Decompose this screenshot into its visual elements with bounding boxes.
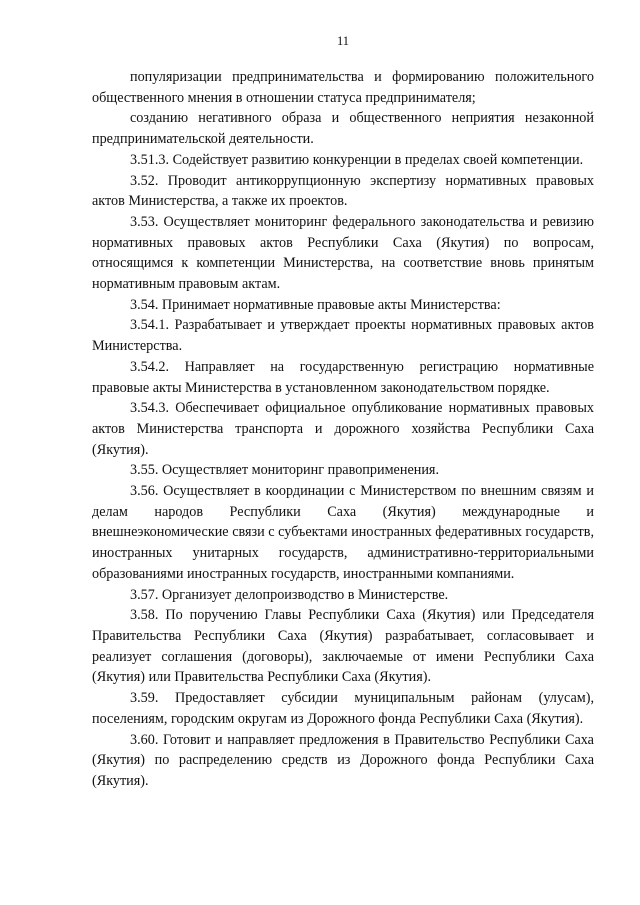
paragraph-3-54-2: 3.54.2. Направляет на государственную регистрацию нормативные правовые акты Министерства в установленном законодательством порядке.: [92, 358, 594, 396]
paragraph-3-58: 3.58. По поручению Главы Республики Саха (Якутия) или Председателя Правительства Республики Саха (Якутия) разрабатывает, согласовывает и реализует соглашения (договоры), заключаемые от имени Республики Саха (Якутия) или Правительства Республики Саха (Якутия).: [92, 607, 594, 686]
page-number: 11: [336, 34, 350, 48]
paragraph-3-54: 3.54. Принимает нормативные правовые акты Министерства:: [130, 296, 501, 313]
paragraph-3-57: 3.57. Организует делопроизводство в Министерстве.: [130, 586, 449, 603]
paragraph-3-51-3: 3.51.3. Содействует развитию конкуренции в пределах своей компетенции.: [130, 151, 584, 168]
paragraph-3-60: 3.60. Готовит и направляет предложения в Правительство Республики Саха (Якутия) по распределению средств из Дорожного фонда Республики Саха (Якутия).: [92, 731, 594, 789]
paragraph-3-56: 3.56. Осуществляет в координации с Министерством по внешним связям и делам народов Республики Саха (Якутия) международные и внешнеэкономические связи с субъектами иностранных федеративных государств, иностранных унитарных государств, административно-территориальными образованиями иностранных государств, иностранными компаниями.: [92, 483, 594, 582]
paragraph-3-55: 3.55. Осуществляет мониторинг правоприменения.: [130, 462, 439, 479]
paragraph-3-54-3: 3.54.3. Обеспечивает официальное опубликование нормативных правовых актов Министерства транспорта и дорожного хозяйства Республики Саха (Якутия).: [92, 400, 594, 458]
paragraph-3-53: 3.53. Осуществляет мониторинг федерального законодательства и ревизию нормативных правовых актов Республики Саха (Якутия) по вопросам, относящимся к компетенции Министерства, на соответствие вновь принятым нормативным правовым актам.: [92, 213, 594, 293]
paragraph-3-52: 3.52. Проводит антикоррупционную экспертизу нормативных правовых актов Министерства, а также их проектов.: [92, 172, 594, 210]
paragraph-popularization: популяризации предпринимательства и формированию положительного общественного мнения в отношении статуса предпринимателя;: [92, 69, 594, 106]
paragraph-3-54-1: 3.54.1. Разрабатывает и утверждает проекты нормативных правовых актов Министерства.: [92, 317, 594, 355]
paragraph-3-59: 3.59. Предоставляет субсидии муниципальным районам (улусам), поселениям, городским округам из Дорожного фонда Республики Саха (Якутия).: [92, 690, 594, 727]
paragraph-negative-image: созданию негативного образа и общественного неприятия незаконной предпринимательской деятельности.: [92, 110, 594, 148]
